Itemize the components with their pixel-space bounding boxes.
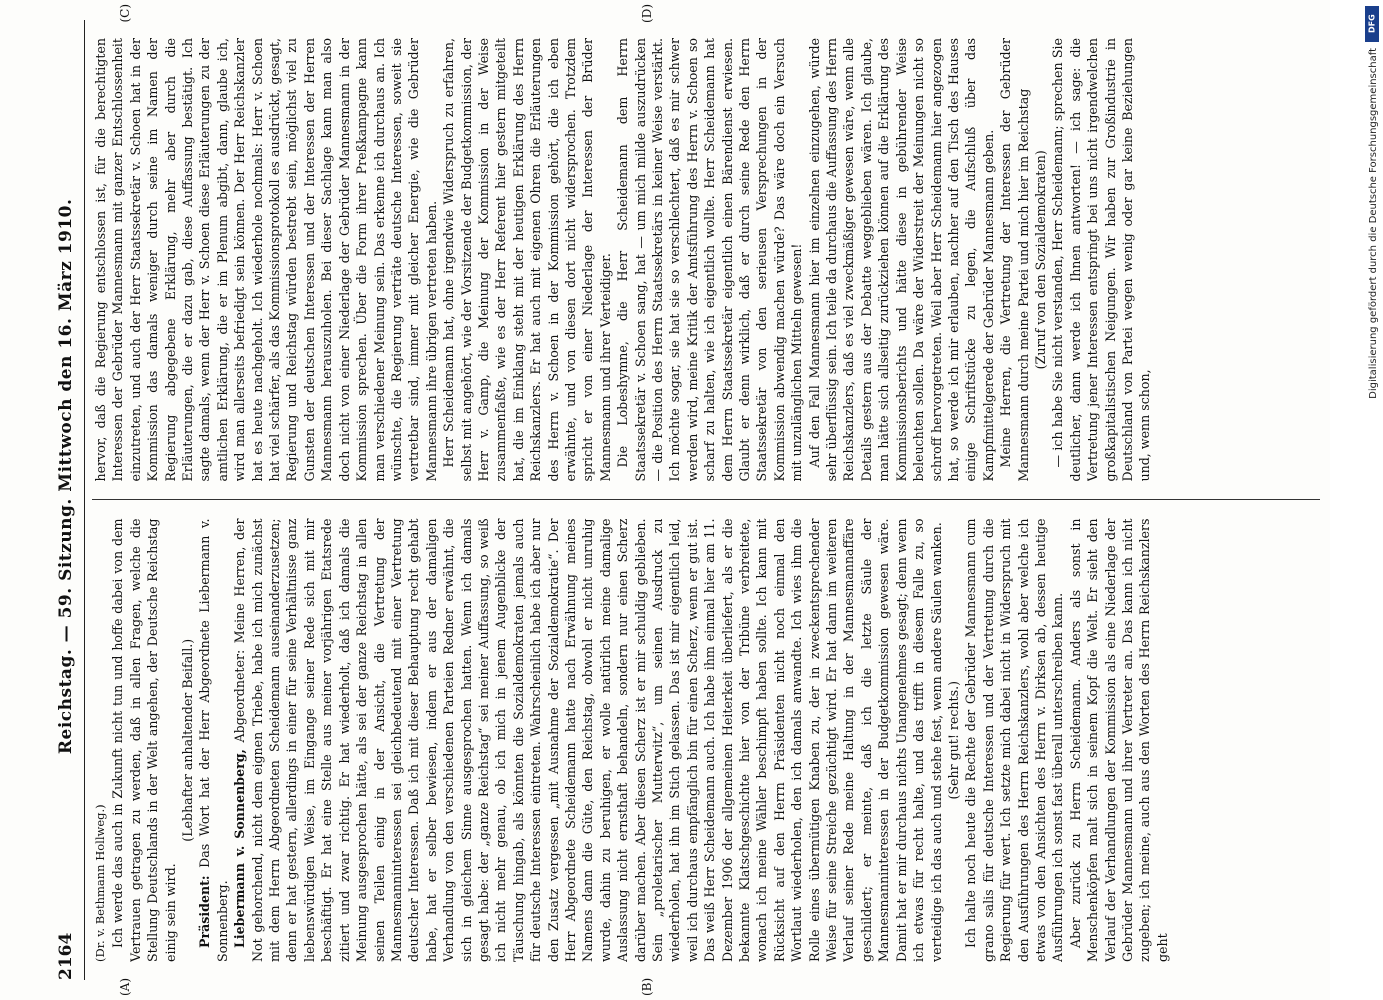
attribution-strip (1361, 0, 1383, 1000)
speech-paragraph (196, 519, 231, 963)
paragraph: Meine Herren, die Vertretung der Interessen der Gebrüder Mannesmann durch meine Partei und mich hier im Reichstag (998, 38, 1031, 482)
paragraph: hervor, daß die Regierung entschlossen ist, für die berechtigten Interessen der Gebrüder Mannesmann mit ganzer Entschlossenheit einzutreten, und auch der Herr Staatssekretär v. Schoen hat in der Kommission das damals weniger durch seine im Namen der Regierung abgegebene Erklärung, mehr aber durch die Erläuterungen, die er dazu gab, diese Auffassung bestätigt. Ich sagte damals, wenn der Herr v. Schoen diese Erläuterungen zu der amtlichen Erklärung, die er im Plenum abgibt, dann, glaube ich, wird man allerseits befriedigt sein können. Der Herr Reichskanzler hat es heute nachgeholt. Ich wiederhole nochmals: Herr v. Schoen hat viel schärfer, als das Kommissionsprotokoll es ausdrückt, gesagt, Regierung und Reichstag würden bestrebt sein, möglichst viel zu Gunsten der deutschen Interessen und der Interessen der Herren Mannesmann herauszuholen. Bei dieser Sachlage kann man also doch nicht von einer Niederlage der Gebrüder Mannesmann in der Kommission sprechen. Über die Form ihrer Preßkampagne kann man verschiedener Meinung sein. Das erkenne ich durchaus an. Ich wünschte, die Regierung verträte deutsche Interessen, soweit sie vertretbar sind, immer mit gleicher Energie, wie die Gebrüder Mannesmann ihre übrigen vertreten haben. (93, 38, 439, 482)
right-column (92, 38, 1320, 482)
speaker-name: Präsident: (197, 875, 213, 948)
speaker-name: Liebermann v. Sonnenberg, (232, 749, 248, 948)
paragraph: Ich halte noch heute die Rechte der Gebrüder Mannesmann cum grano salis für deutsche Interessen und der Vertretung durch die Regierung für wert. Ich setzte mich dabei nicht in Widerspruch mit den Ausführungen des Herrn Reichskanzlers, wohl aber welche ich etwas von den Ansichten des Herrn v. Dirksen ab, dessen heutige Ausführungen ich sonst fast überall unterschreiben kann. (963, 518, 1066, 962)
speech-text: Abgeordneter: Meine Herren, der Not gehorchend, nicht dem eignen Triebe, habe ich mich zunächst mit dem Herrn Abgeordneten Scheidemann auseinanderzusetzen; denn er hat gestern, allerdings in einer für seine Verhältnisse ganz liebenswürdigen Weise, im Eingange seiner Rede sich mit mir beschäftigt. Er hat eine Stelle aus meiner vorjährigen Etatsrede zitiert und zwar richtig. Er hat wiederholt, daß ich damals die Meinung ausgesprochen hätte, als sei der ganze Reichstag in allen seinen Teilen einig in der Ansicht, die Vertretung der Mannesmanninteressen sei gleichbedeutend mit einer Vertretung deutscher Interessen. Daß ich mit dieser Behauptung recht gehabt habe, hat er selber bewiesen, indem er aus der damaligen Verhandlung von den verschiedenen Parteien Redner erwähnt, die sich in gleichem Sinne ausgesprochen hatten. Wenn ich damals gesagt habe: der „ganze Reichstag“ sei meiner Auffassung, so weiß ich nicht mehr genau, ob ich mich in jenem Augenblicke der Täuschung hingab, als könnten die Sozialdemokraten jemals auch für deutsche Interessen eintreten. Wahrscheinlich habe ich aber nur den Zusatz vergessen „mit Ausnahme der Sozialdemokratie“. Der Herr Abgeordnete Scheidemann hatte nach Erwähnung meines Namens dann die Güte, den Reichstag, obwohl er nicht unruhig wurde, dahin zu beruhigen, er wolle natürlich meine damalige Auslassung nicht ernsthaft behandeln, sondern nur einen Scherz darüber machen. Aber diesen Scherz ist er mir schuldig geblieben. Sein „proletarischer Mutterwitz“, um seinen Ausdruck zu wiederholen, hat ihn im Stich gelassen. Das ist mir eigentlich leid, weil ich durchaus empfänglich bin für einen Scherz, wenn er gut ist. Das weiß Herr Scheidemann auch. Ich habe ihm einmal hier am 11. Dezember 1906 der allgemeinen Heiterkeit überliefert, als er die bekannte Klatschgeschichte hier von der Tribüne verbreitete, wonach ich meine Wähler beschimpft haben sollte. Ich kann mit Rücksicht auf den Herrn Präsidenten nicht noch einmal den Wortlaut wiederholen, den ich damals anwandte. Ich wies ihm die Rolle eines übermütigen Knaben zu, der in zweckentsprechender Weise für seine Streiche gezüchtigt wird. Er hat dann im weiteren Verlauf seiner Rede meine Haltung in der Mannesmannaffäre geschildert; er meinte, daß ich die letzte Säule der Mannesmanninteressen in der Budgetkommission gewesen wäre. Damit hat er mir durchaus nichts Unangenehmes gesagt; denn wenn ich etwas für recht halte, und das trifft in diesem Falle zu, so verteidige ich das auch und stehe fest, wenn andere Säulen wanken. (232, 518, 944, 962)
margin-marker-a: (A) (118, 977, 132, 996)
attribution-text: Digitalisierung gefördert durch die Deutsche Forschungsgemeinschaft (1368, 48, 1379, 399)
margin-marker-c: (C) (118, 4, 132, 23)
margin-marker-d: (D) (640, 4, 654, 23)
column-divider (92, 500, 1320, 501)
page-header (56, 20, 78, 980)
dfg-logo: DFG (1365, 6, 1379, 42)
page-number: 2164 (56, 932, 76, 980)
paragraph: Aber zurück zu Herrn Scheidemann. Anders als sonst in Menschenköpfen malt sich in seinem Kopf die Welt. Er sieht den Verlauf der Verhandlungen der Kommission als eine Niederlage der Gebrüder Mannesmann und ihrer Vertreter an. Das kann ich nicht zugeben; ich meine, auch aus den Worten des Herrn Reichskanzlers geht (1067, 518, 1170, 962)
paragraph: — ich habe Sie nicht verstanden, Herr Scheidemann; sprechen Sie deutlicher, dann werde ich Ihnen antworten! — ich sage: die Vertretung jener Interessen entspringt bei uns nicht irgendwelchen großkapitalistischen Neigungen. Wir haben zur Großindustrie in Deutschland von Partei wegen wenig oder gar keine Beziehungen und, wenn schon, (1050, 38, 1153, 482)
header-rule (84, 20, 85, 980)
speaker-note: (Dr. v. Bethmann Hollweg.) (93, 804, 107, 962)
paragraph: Auf den Fall Mannesmann hier im einzelnen einzugehen, würde sehr überflüssig sein. Ich teile da durchaus die Auffassung des Herrn Reichskanzlers, daß es viel zweckmäßiger gewesen wäre, wenn alle Details gestern aus der Debatte weggeblieben wären. Ich glaube, man hätte sich allseitig zurückziehen können auf die Erklärung des Kommissionsberichts und hätte diese in gebührender Weise beleuchten sollen. Da wäre der Widerstreit der Meinungen nicht so schroff hervorgetreten. Weil aber Herr Scheidemann hier angezogen hat, so werde ich mir erlauben, nachher auf den Tisch des Hauses einige Schriftstücke zu legen, die Aufschluß über das Kampfmittelgerede der Gebrüder Mannesmann geben. (806, 38, 996, 482)
text-columns (92, 38, 1320, 962)
speech-text: Das Wort hat der Herr Abgeordnete Liebermann v. Sonnenberg. (197, 518, 230, 962)
margin-marker-b: (B) (640, 977, 654, 996)
interjection: (Zuruf von den Sozialdemokraten) (1032, 150, 1048, 370)
interjection: (Sehr gut! rechts.) (945, 681, 961, 800)
left-column (92, 519, 1320, 963)
page-title: Reichstag. — 59. Sitzung. Mittwoch den 16. März 1910. (56, 198, 76, 755)
interjection: (Lebhafter anhaltender Beifall.) (180, 638, 196, 842)
paragraph: Die Lobeshymne, die Herr Scheidemann dem Herrn Staatssekretär v. Schoen sang, hat — um mich milde auszudrücken — die Position des Herrn Staatssekretärs in keiner Weise verstärkt. Ich möchte sogar, sie hat sie so verschlechtert, daß es mir schwer werden wird, meine Kritik der Amtsführung des Herrn v. Schoen so scharf zu halten, wie ich eigentlich wollte. Herr Scheidemann hat dem Herrn Staatssekretär eigentlich einen Bärendienst erwiesen. Glaubt er denn wirklich, daß er durch seine Rede den Herrn Staatssekretär von den serieusen Versprechungen in der Kommission abwendig machen würde? Das wäre doch ein Versuch mit unzulänglichen Mitteln gewesen! (615, 38, 805, 482)
paragraph: Ich werde das auch in Zukunft nicht tun und hoffe dabei von dem Vertrauen getragen zu werden, daß in allen Fragen, welche die Stellung Deutschlands in der Welt angehen, der Deutsche Reichstag einig sein wird. (110, 518, 178, 962)
speech-paragraph (231, 519, 945, 963)
paragraph: Herr Scheidemann hat, ohne irgendwie Widerspruch zu erfahren, selbst mit angehört, wie der Vorsitzende der Budgetkommission, der Herr v. Gamp, die Meinung der Kommission in der Weise zusammenfaßte, wie es der Herr Referent hier gestern mitgeteilt hat, die im Einklang steht mit der heutigen Erklärung des Herrn Reichskanzlers. Er hat auch mit eigenen Ohren die Erläuterungen des Herrn v. Schoen in der Kommission gehört, die ich eben erwähnte, und von diesen dort nicht widersprochen. Trotzdem spricht er von einer Niederlage der Interessen der Brüder Mannesmann und ihrer Verteidiger. (441, 38, 613, 482)
